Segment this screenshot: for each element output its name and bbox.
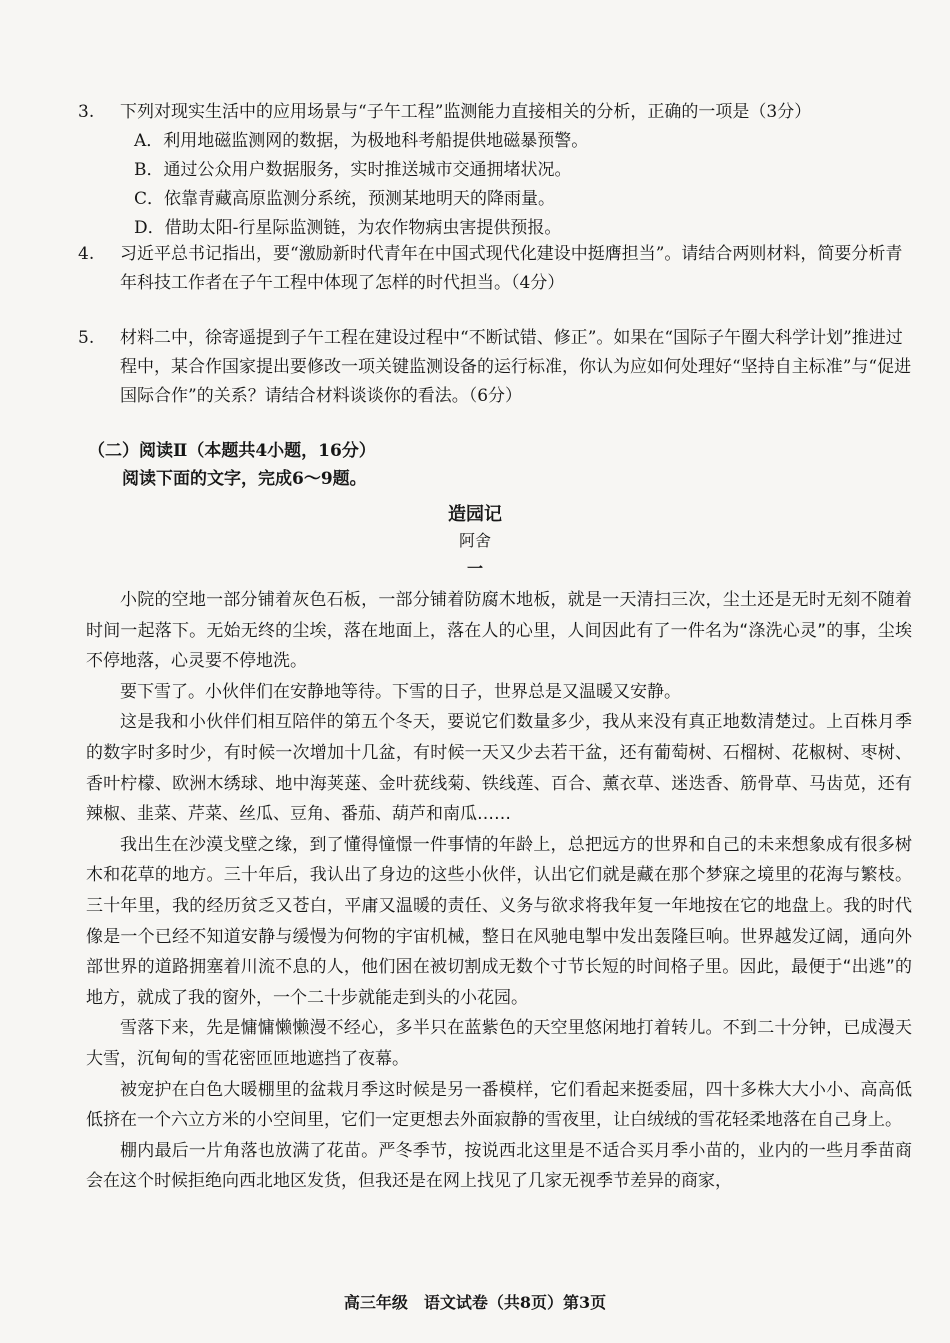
question-text: 下列对现实生活中的应用场景与“子午工程”监测能力直接相关的分析，正确的一项是（3分） <box>120 102 812 122</box>
article-paragraph: 被宠护在白色大暖棚里的盆栽月季这时候是另一番模样，它们看起来挺委屈，四十多株大大小小、高高低低挤在一个六立方米的小空间里，它们一定更想去外面寂静的雪夜里，让白绒绒的雪花轻柔地落在自己身上。 <box>86 1079 912 1131</box>
option-a: A．利用地磁监测网的数据，为极地科考船提供地磁暴预警。 <box>134 131 589 151</box>
article-title: 造园记 <box>448 504 502 525</box>
question-text: 习近平总书记指出，要“激励新时代青年在中国式现代化建设中挺膺担当”。请结合两则材料，简要分析青年科技工作者在子午工程中体现了怎样的时代担当。（4分） <box>120 244 903 293</box>
question-number: 4. <box>78 244 95 264</box>
option-d: D．借助太阳-行星际监测链，为农作物病虫害提供预报。 <box>134 218 562 238</box>
article-paragraph: 棚内最后一片角落也放满了花苗。严冬季节，按说西北这里是不适合买月季小苗的，业内的一些月季苗商会在这个时候拒绝向西北地区发货，但我还是在网上找见了几家无视季节差异的商家， <box>86 1140 912 1192</box>
article-part-number: 一 <box>466 559 483 578</box>
article-body <box>86 585 912 1197</box>
option-b: B．通过公众用户数据服务，实时推送城市交通拥堵状况。 <box>134 160 572 180</box>
article-paragraph: 这是我和小伙伴们相互陪伴的第五个冬天，要说它们数量多少，我从来没有真正地数清楚过。上百株月季的数字时多时少，有时候一次增加十几盆，有时候一天又少去若干盆，还有葡萄树、石榴树、花椒树、枣树、香叶柠檬、欧洲木绣球、地中海荚蒾、金叶莸线菊、铁线莲、百合、薰衣草、迷迭香、筋骨草、马齿苋，还有辣椒、韭菜、芹菜、丝瓜、豆角、番茄、葫芦和南瓜…… <box>86 712 912 825</box>
question-4 <box>78 240 918 298</box>
article-author: 阿舍 <box>458 531 491 550</box>
question-number: 5. <box>78 328 95 348</box>
section-instruction: 阅读下面的文字，完成6～9题。 <box>122 469 367 489</box>
question-number: 3. <box>78 102 95 122</box>
question-text: 材料二中，徐寄遥提到子午工程在建设过程中“不断试错、修正”。如果在“国际子午圈大科学计划”推进过程中，某合作国家提出要修改一项关键监测设备的运行标准，你认为应如何处理好“坚持自主标准”与“促进国际合作”的关系？请结合材料谈谈你的看法。（6分） <box>120 328 912 406</box>
option-c: C．依靠青藏高原监测分系统，预测某地明天的降雨量。 <box>134 189 556 209</box>
article-paragraph: 我出生在沙漠戈壁之缘，到了懂得憧憬一件事情的年龄上，总把远方的世界和自己的未来想象成有很多树木和花草的地方。三十年后，我认出了身边的这些小伙伴，认出它们就是藏在那个梦寐之境里的花海与繁枝。三十年里，我的经历贫乏又苍白，平庸又温暖的责任、义务与欲求将我年复一年地按在它的地盘上。我的时代像是一个已经不知道安静与缓慢为何物的宇宙机械，整日在风驰电掣中发出轰隆巨响。世界越发辽阔，通向外部世界的道路拥塞着川流不息的人，他们困在被切割成无数个寸节长短的时间格子里。因此，最便于“出逃”的地方，就成了我的窗外，一个二十步就能走到头的小花园。 <box>86 834 912 1008</box>
question-5 <box>78 324 918 411</box>
article-paragraph: 要下雪了。小伙伴们在安静地等待。下雪的日子，世界总是又温暖又安静。 <box>120 681 681 702</box>
article-paragraph: 小院的空地一部分铺着灰色石板，一部分铺着防腐木地板，就是一天清扫三次，尘土还是无时无刻不随着时间一起落下。无始无终的尘埃，落在地面上，落在人的心里，人间因此有了一件名为“涤洗心灵”的事，尘埃不停地落，心灵要不停地洗。 <box>86 590 912 672</box>
section-heading: （二）阅读Ⅱ（本题共4小题，16分） <box>88 441 376 461</box>
page-footer: 高三年级 语文试卷（共8页）第3页 <box>343 1293 607 1312</box>
article-paragraph: 雪落下来，先是慵慵懒懒漫不经心，多半只在蓝紫色的天空里悠闲地打着转儿。不到二十分钟，已成漫天大雪，沉甸甸的雪花密匝匝地遮挡了夜幕。 <box>86 1018 912 1069</box>
question-3 <box>78 98 918 243</box>
